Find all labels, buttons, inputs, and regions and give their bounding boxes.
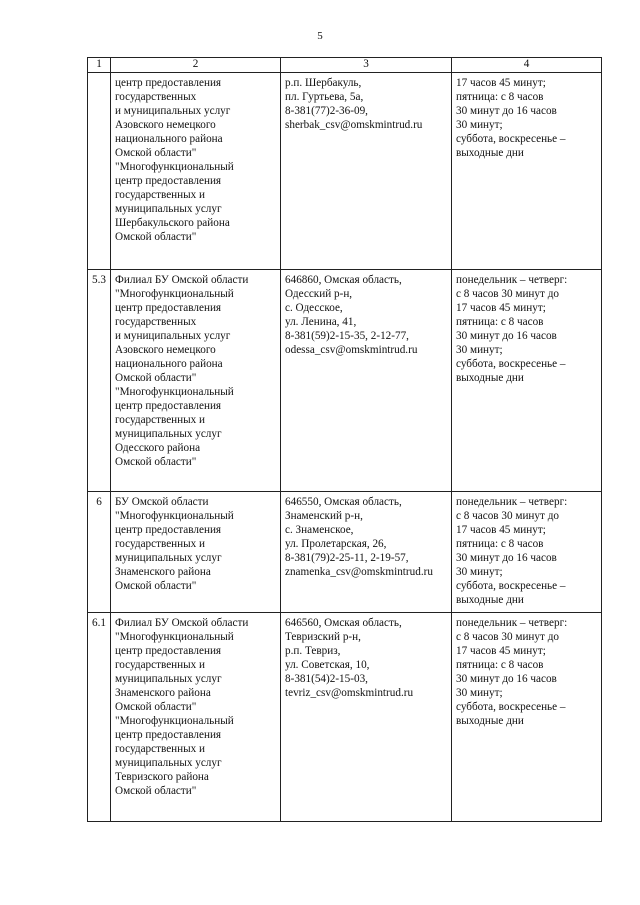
- organization-line: Азовского немецкого: [115, 344, 216, 356]
- address-line: Знаменский р-н,: [285, 510, 363, 522]
- address-line: tevriz_csv@omskmintrud.ru: [285, 687, 414, 699]
- hours-cell: [452, 492, 602, 613]
- hours-line: 30 минут до 16 часов: [456, 105, 557, 117]
- hours-line: понедельник – четверг:: [456, 274, 568, 286]
- table-row: [88, 613, 602, 822]
- hours-line: 17 часов 45 минут;: [456, 524, 546, 536]
- address-line: 646860, Омская область,: [285, 274, 402, 286]
- address-line: znamenka_csv@omskmintrud.ru: [285, 566, 433, 578]
- address-line: с. Знаменское,: [285, 524, 354, 536]
- organization-line: государственных и: [115, 414, 206, 426]
- organization-line: национального района: [115, 133, 223, 145]
- organization-line: "Многофункциональный: [115, 510, 234, 522]
- organization-line: "Многофункциональный: [115, 161, 234, 173]
- organization-line: Омской области": [115, 580, 197, 592]
- organization-line: центр предоставления: [115, 302, 222, 314]
- organization-line: центр предоставления: [115, 645, 222, 657]
- organization-line: центр предоставления: [115, 729, 222, 741]
- hours-line: с 8 часов 30 минут до: [456, 288, 559, 300]
- organization-line: Знаменского района: [115, 566, 211, 578]
- address-cell: [281, 613, 452, 822]
- hours-line: суббота, воскресенье –: [456, 358, 566, 370]
- organization-line: государственных: [115, 316, 197, 328]
- organization-line: государственных: [115, 91, 197, 103]
- organization-line: Тевризского района: [115, 771, 209, 783]
- mfc-table: [87, 57, 602, 822]
- organization-line: Омской области": [115, 785, 197, 797]
- organization-cell: [111, 73, 281, 270]
- hours-line: выходные дни: [456, 372, 524, 384]
- address-line: пл. Гуртьева, 5а,: [285, 91, 364, 103]
- table-header-row: [88, 58, 602, 73]
- table-row: [88, 492, 602, 613]
- hours-line: 17 часов 45 минут;: [456, 645, 546, 657]
- organization-line: Знаменского района: [115, 687, 211, 699]
- address-cell: [281, 492, 452, 613]
- row-number: 6: [88, 492, 111, 613]
- hours-line: пятница: с 8 часов: [456, 316, 544, 328]
- row-number: [88, 73, 111, 270]
- organization-line: Омской области": [115, 231, 197, 243]
- organization-line: центр предоставления: [115, 524, 222, 536]
- organization-line: БУ Омской области: [115, 496, 209, 508]
- address-line: ул. Советская, 10,: [285, 659, 370, 671]
- address-line: ул. Пролетарская, 26,: [285, 538, 387, 550]
- organization-line: Омской области": [115, 147, 197, 159]
- address-line: Тевризский р-н,: [285, 631, 361, 643]
- address-line: odessa_csv@omskmintrud.ru: [285, 344, 418, 356]
- organization-line: государственных и: [115, 189, 206, 201]
- organization-cell: [111, 613, 281, 822]
- address-line: 646550, Омская область,: [285, 496, 402, 508]
- organization-line: муниципальных услуг: [115, 203, 222, 215]
- table-row: [88, 270, 602, 492]
- hours-line: пятница: с 8 часов: [456, 659, 544, 671]
- address-line: Одесский р-н,: [285, 288, 353, 300]
- organization-line: центр предоставления: [115, 77, 222, 89]
- organization-line: муниципальных услуг: [115, 552, 222, 564]
- address-line: ул. Ленина, 41,: [285, 316, 357, 328]
- organization-line: Омской области": [115, 372, 197, 384]
- hours-line: с 8 часов 30 минут до: [456, 510, 559, 522]
- table-row: [88, 73, 602, 270]
- organization-line: центр предоставления: [115, 400, 222, 412]
- hours-line: 30 минут до 16 часов: [456, 673, 557, 685]
- organization-line: государственных и: [115, 538, 206, 550]
- organization-line: муниципальных услуг: [115, 428, 222, 440]
- hours-line: 30 минут до 16 часов: [456, 330, 557, 342]
- hours-line: 30 минут;: [456, 687, 503, 699]
- organization-cell: [111, 270, 281, 492]
- organization-line: "Многофункциональный: [115, 631, 234, 643]
- organization-line: и муниципальных услуг: [115, 330, 231, 342]
- organization-line: центр предоставления: [115, 175, 222, 187]
- column-header: 4: [452, 58, 602, 73]
- hours-line: суббота, воскресенье –: [456, 701, 566, 713]
- address-line: 8-381(54)2-15-03,: [285, 673, 368, 685]
- hours-cell: [452, 270, 602, 492]
- address-line: р.п. Тевриз,: [285, 645, 341, 657]
- organization-line: Филиал БУ Омской области: [115, 274, 249, 286]
- hours-line: пятница: с 8 часов: [456, 538, 544, 550]
- hours-line: 30 минут;: [456, 119, 503, 131]
- organization-line: национального района: [115, 358, 223, 370]
- hours-line: 17 часов 45 минут;: [456, 77, 546, 89]
- organization-line: государственных и: [115, 743, 206, 755]
- organization-line: муниципальных услуг: [115, 757, 222, 769]
- row-number: 6.1: [88, 613, 111, 822]
- organization-line: муниципальных услуг: [115, 673, 222, 685]
- organization-line: "Многофункциональный: [115, 715, 234, 727]
- column-header: 3: [281, 58, 452, 73]
- organization-line: Омской области": [115, 456, 197, 468]
- row-number: 5.3: [88, 270, 111, 492]
- page-number: 5: [317, 30, 323, 42]
- address-line: р.п. Шербакуль,: [285, 77, 362, 89]
- hours-line: суббота, воскресенье –: [456, 580, 566, 592]
- address-line: 8-381(77)2-36-09,: [285, 105, 368, 117]
- organization-line: Омской области": [115, 701, 197, 713]
- organization-line: "Многофункциональный: [115, 386, 234, 398]
- hours-line: пятница: с 8 часов: [456, 91, 544, 103]
- address-line: 8-381(59)2-15-35, 2-12-77,: [285, 330, 409, 342]
- hours-line: выходные дни: [456, 147, 524, 159]
- organization-line: Филиал БУ Омской области: [115, 617, 249, 629]
- hours-line: 17 часов 45 минут;: [456, 302, 546, 314]
- column-header: 2: [111, 58, 281, 73]
- hours-line: 30 минут до 16 часов: [456, 552, 557, 564]
- hours-line: с 8 часов 30 минут до: [456, 631, 559, 643]
- organization-line: "Многофункциональный: [115, 288, 234, 300]
- address-cell: [281, 73, 452, 270]
- organization-line: и муниципальных услуг: [115, 105, 231, 117]
- hours-line: 30 минут;: [456, 344, 503, 356]
- hours-line: суббота, воскресенье –: [456, 133, 566, 145]
- hours-line: выходные дни: [456, 594, 524, 606]
- hours-line: понедельник – четверг:: [456, 496, 568, 508]
- organization-line: Шербакульского района: [115, 217, 230, 229]
- organization-line: государственных и: [115, 659, 206, 671]
- address-cell: [281, 270, 452, 492]
- address-line: 8-381(79)2-25-11, 2-19-57,: [285, 552, 409, 564]
- address-line: sherbak_csv@omskmintrud.ru: [285, 119, 423, 131]
- hours-cell: [452, 73, 602, 270]
- organization-cell: [111, 492, 281, 613]
- hours-cell: [452, 613, 602, 822]
- organization-line: Азовского немецкого: [115, 119, 216, 131]
- organization-line: Одесского района: [115, 442, 201, 454]
- hours-line: 30 минут;: [456, 566, 503, 578]
- hours-line: понедельник – четверг:: [456, 617, 568, 629]
- address-line: с. Одесское,: [285, 302, 343, 314]
- column-header: 1: [88, 58, 111, 73]
- hours-line: выходные дни: [456, 715, 524, 727]
- address-line: 646560, Омская область,: [285, 617, 402, 629]
